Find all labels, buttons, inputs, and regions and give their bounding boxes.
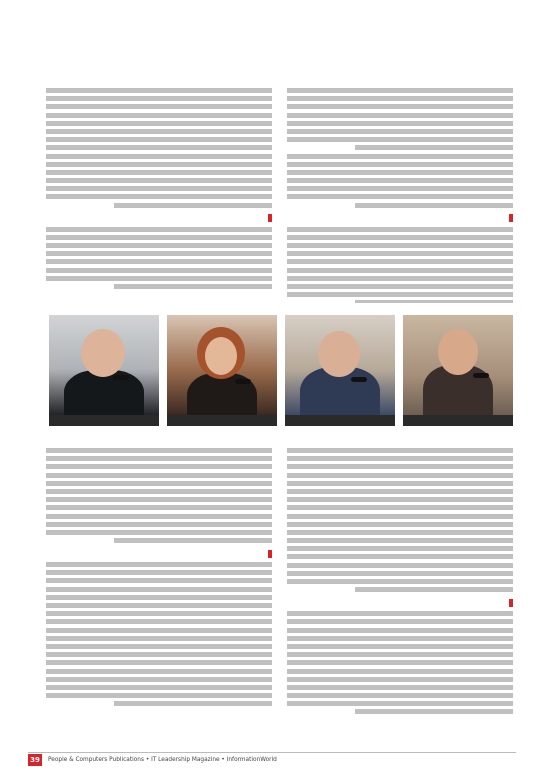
photo-caption [285,415,395,426]
article-column-top-right [287,88,513,303]
body-text-block [287,88,513,208]
portrait-photo [167,315,277,427]
photo-caption [403,415,513,426]
photo-caption [167,415,277,426]
portrait-photo [285,315,395,427]
article-column-top-left [46,88,272,303]
publication-line: People & Computers Publications • IT Leadership Magazine • InformationWorld [48,757,277,763]
portrait-photo [49,315,159,427]
body-text-block [46,88,272,208]
portrait-photo [403,315,513,427]
article-column-bottom-right [287,448,513,738]
body-text-block [287,448,513,592]
photo-caption [49,415,159,426]
section-heading [287,598,513,608]
section-heading [46,549,272,559]
article-column-bottom-left [46,448,272,738]
section-heading [46,214,272,224]
page-footer [28,752,516,767]
page-number: 39 [28,754,42,766]
photo-strip [46,315,513,435]
section-heading [287,214,513,224]
body-text-block [46,448,272,543]
